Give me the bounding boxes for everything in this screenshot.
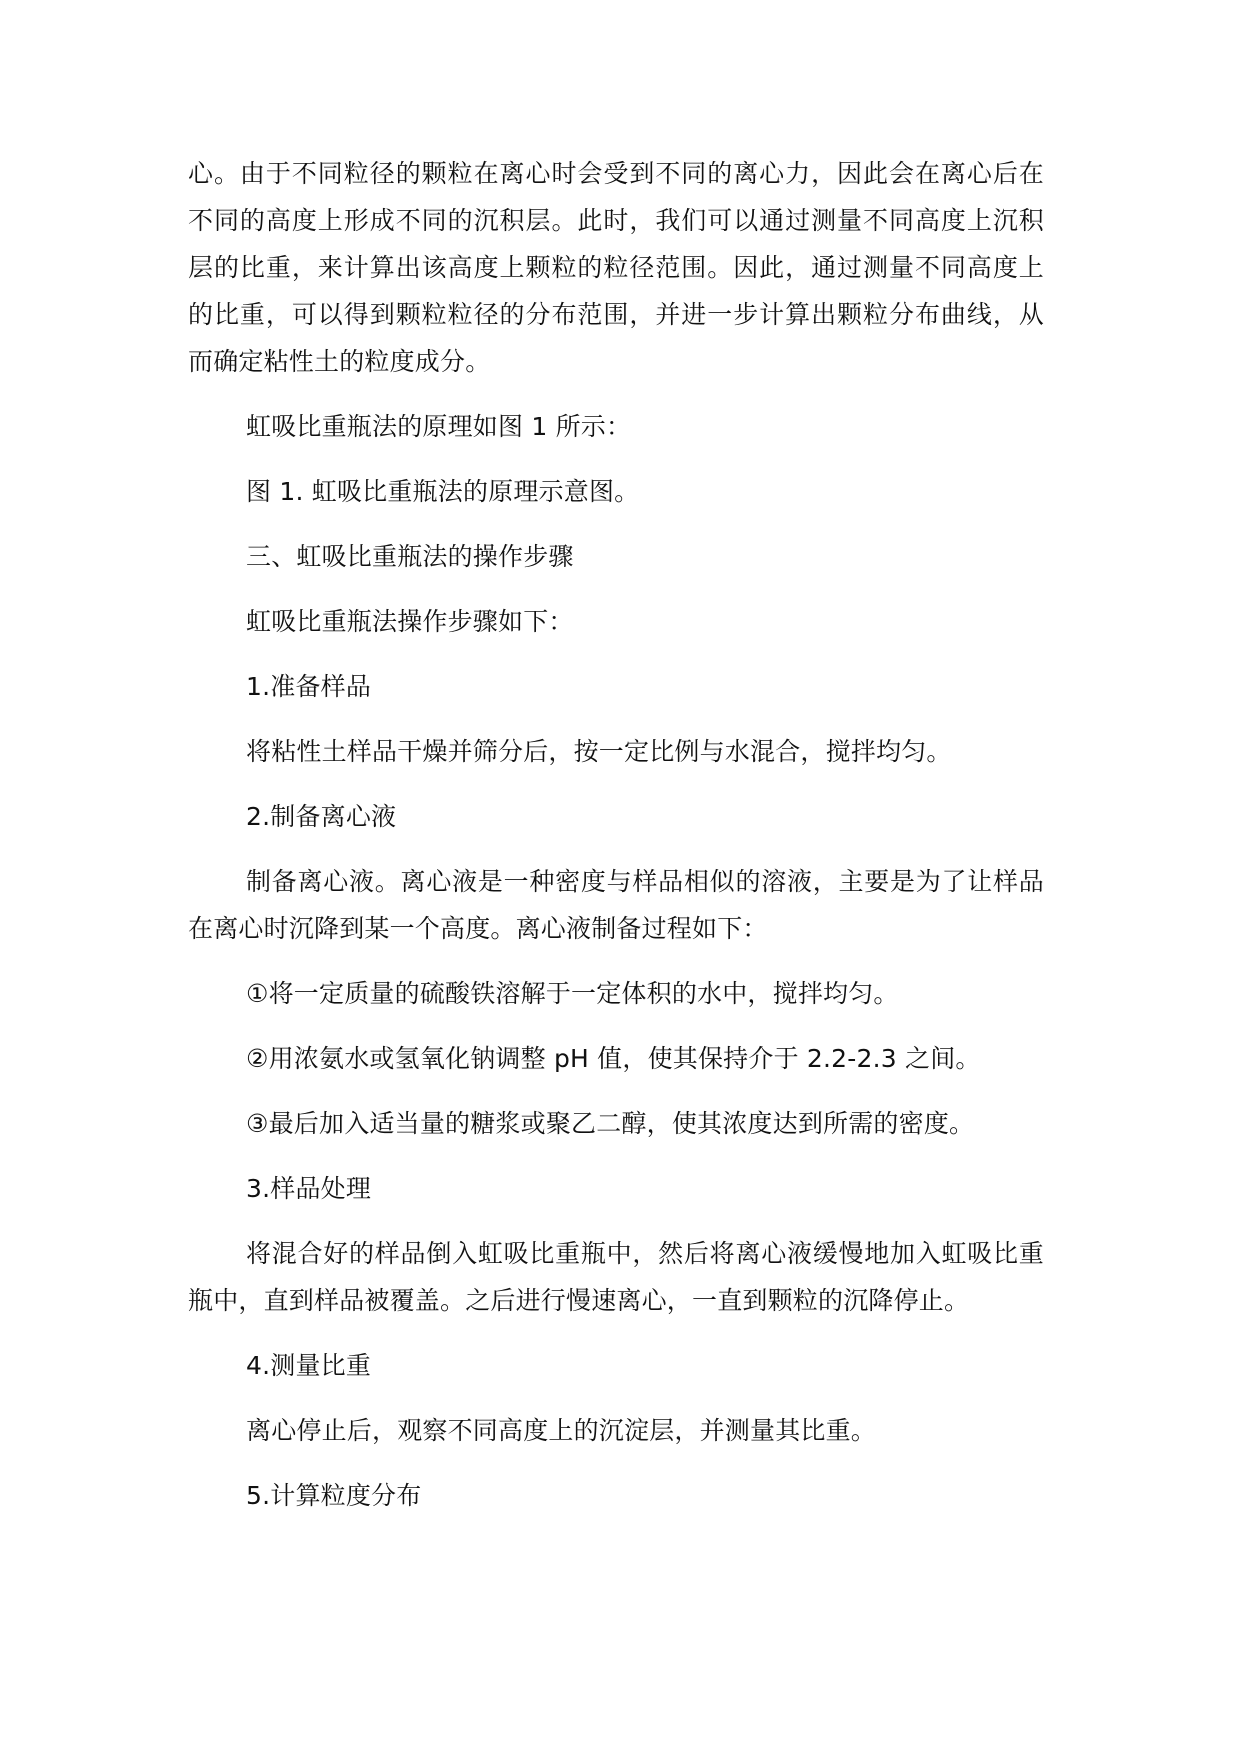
step-heading-measure-density: 4.测量比重 bbox=[246, 1351, 372, 1380]
paragraph-sample-processing: 将混合好的样品倒入虹吸比重瓶中，然后将离心液缓慢地加入虹吸比重瓶中，直到样品被覆盖。之后进行慢速离心，一直到颗粒的沉降停止。 bbox=[188, 1239, 1044, 1315]
paragraph-prepare-sample: 将粘性土样品干燥并筛分后，按一定比例与水混合，搅拌均匀。 bbox=[246, 737, 952, 766]
paragraph-procedure-intro: 虹吸比重瓶法操作步骤如下： bbox=[246, 607, 574, 636]
figure-caption: 图 1. 虹吸比重瓶法的原理示意图。 bbox=[246, 477, 640, 506]
step-heading-calculate-distribution: 5.计算粒度分布 bbox=[246, 1481, 422, 1510]
step-heading-centrifuge-liquid: 2.制备离心液 bbox=[246, 802, 397, 831]
paragraph-principle-continued: 心。由于不同粒径的颗粒在离心时会受到不同的离心力，因此会在离心后在不同的高度上形成不同的沉积层。此时，我们可以通过测量不同高度上沉积层的比重，来计算出该高度上颗粒的粒径范围。因此，通过测量不同高度上的比重，可以得到颗粒粒径的分布范围，并进一步计算出颗粒分布曲线，从而确定粘性土的粒度成分。 bbox=[188, 159, 1044, 376]
section-heading-procedure: 三、虹吸比重瓶法的操作步骤 bbox=[246, 542, 574, 571]
substep-three: ③最后加入适当量的糖浆或聚乙二醇，使其浓度达到所需的密度。 bbox=[246, 1109, 975, 1138]
substep-two: ②用浓氨水或氢氧化钠调整 pH 值，使其保持介于 2.2-2.3 之间。 bbox=[246, 1044, 981, 1073]
paragraph-measure-density: 离心停止后，观察不同高度上的沉淀层，并测量其比重。 bbox=[246, 1416, 877, 1445]
paragraph-centrifuge-liquid: 制备离心液。离心液是一种密度与样品相似的溶液，主要是为了让样品在离心时沉降到某一个高度。离心液制备过程如下： bbox=[188, 867, 1044, 943]
document-body bbox=[188, 150, 1044, 1519]
step-heading-sample-processing: 3.样品处理 bbox=[246, 1174, 372, 1203]
paragraph-figure-reference: 虹吸比重瓶法的原理如图 1 所示： bbox=[246, 412, 632, 441]
step-heading-prepare-sample: 1.准备样品 bbox=[246, 672, 372, 701]
substep-one: ①将一定质量的硫酸铁溶解于一定体积的水中，搅拌均匀。 bbox=[246, 979, 899, 1008]
